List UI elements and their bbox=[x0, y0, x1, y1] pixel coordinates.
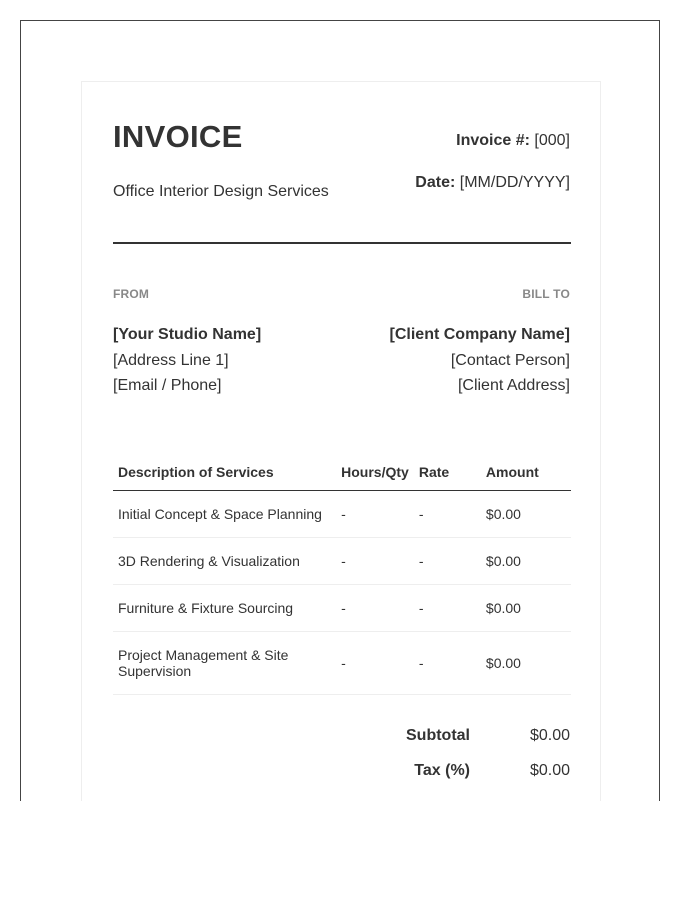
services-table bbox=[113, 453, 571, 695]
tax-value: $0.00 bbox=[529, 762, 570, 779]
header-rate: Rate bbox=[414, 453, 481, 491]
row-amount: $0.00 bbox=[481, 538, 571, 585]
header-description: Description of Services bbox=[113, 453, 336, 491]
studio-address: [Address Line 1] bbox=[113, 351, 229, 369]
header-hours: Hours/Qty bbox=[336, 453, 414, 491]
header-amount: Amount bbox=[481, 453, 571, 491]
invoice-subtitle: Office Interior Design Services bbox=[113, 183, 329, 200]
invoice-date-value: [MM/DD/YYYY] bbox=[459, 174, 570, 191]
row-rate: - bbox=[414, 585, 481, 632]
invoice-sheet bbox=[81, 81, 601, 801]
row-rate: - bbox=[414, 491, 481, 538]
row-rate: - bbox=[414, 632, 481, 695]
subtotal-value: $0.00 bbox=[529, 727, 570, 744]
row-rate: - bbox=[414, 538, 481, 585]
client-address: [Client Address] bbox=[457, 377, 570, 394]
row-description: 3D Rendering & Visualization bbox=[113, 538, 336, 585]
row-description: Project Management & Site Supervision bbox=[113, 632, 336, 695]
row-amount: $0.00 bbox=[481, 491, 571, 538]
studio-name: [Your Studio Name] bbox=[113, 326, 262, 343]
header-divider bbox=[113, 242, 571, 244]
client-company: [Client Company Name] bbox=[389, 326, 570, 343]
invoice-date bbox=[415, 173, 570, 193]
client-contact-person: [Contact Person] bbox=[450, 351, 570, 369]
table-row bbox=[113, 491, 571, 538]
from-block bbox=[113, 322, 261, 399]
from-label: FROM bbox=[113, 287, 150, 301]
studio-contact: [Email / Phone] bbox=[113, 377, 222, 394]
page-frame bbox=[20, 20, 660, 801]
tax-label: Tax (%) bbox=[414, 762, 470, 779]
row-hours: - bbox=[336, 632, 414, 695]
row-hours: - bbox=[336, 538, 414, 585]
subtotal-row bbox=[350, 727, 570, 745]
row-amount: $0.00 bbox=[481, 585, 571, 632]
invoice-date-label: Date: bbox=[415, 174, 456, 191]
table-row bbox=[113, 538, 571, 585]
row-description: Furniture & Fixture Sourcing bbox=[113, 585, 336, 632]
row-description: Initial Concept & Space Planning bbox=[113, 491, 336, 538]
subtotal-label: Subtotal bbox=[406, 727, 470, 744]
tax-row bbox=[350, 762, 570, 780]
bill-to-block bbox=[390, 322, 570, 399]
table-header-row bbox=[113, 453, 571, 491]
table-row bbox=[113, 585, 571, 632]
row-amount: $0.00 bbox=[481, 632, 571, 695]
row-hours: - bbox=[336, 585, 414, 632]
table-row bbox=[113, 632, 571, 695]
bill-to-label: BILL TO bbox=[522, 287, 570, 301]
invoice-number-label: Invoice #: bbox=[456, 132, 530, 149]
invoice-title: INVOICE bbox=[113, 119, 243, 154]
row-hours: - bbox=[336, 491, 414, 538]
invoice-number bbox=[456, 131, 570, 151]
invoice-number-value: [000] bbox=[534, 132, 570, 149]
